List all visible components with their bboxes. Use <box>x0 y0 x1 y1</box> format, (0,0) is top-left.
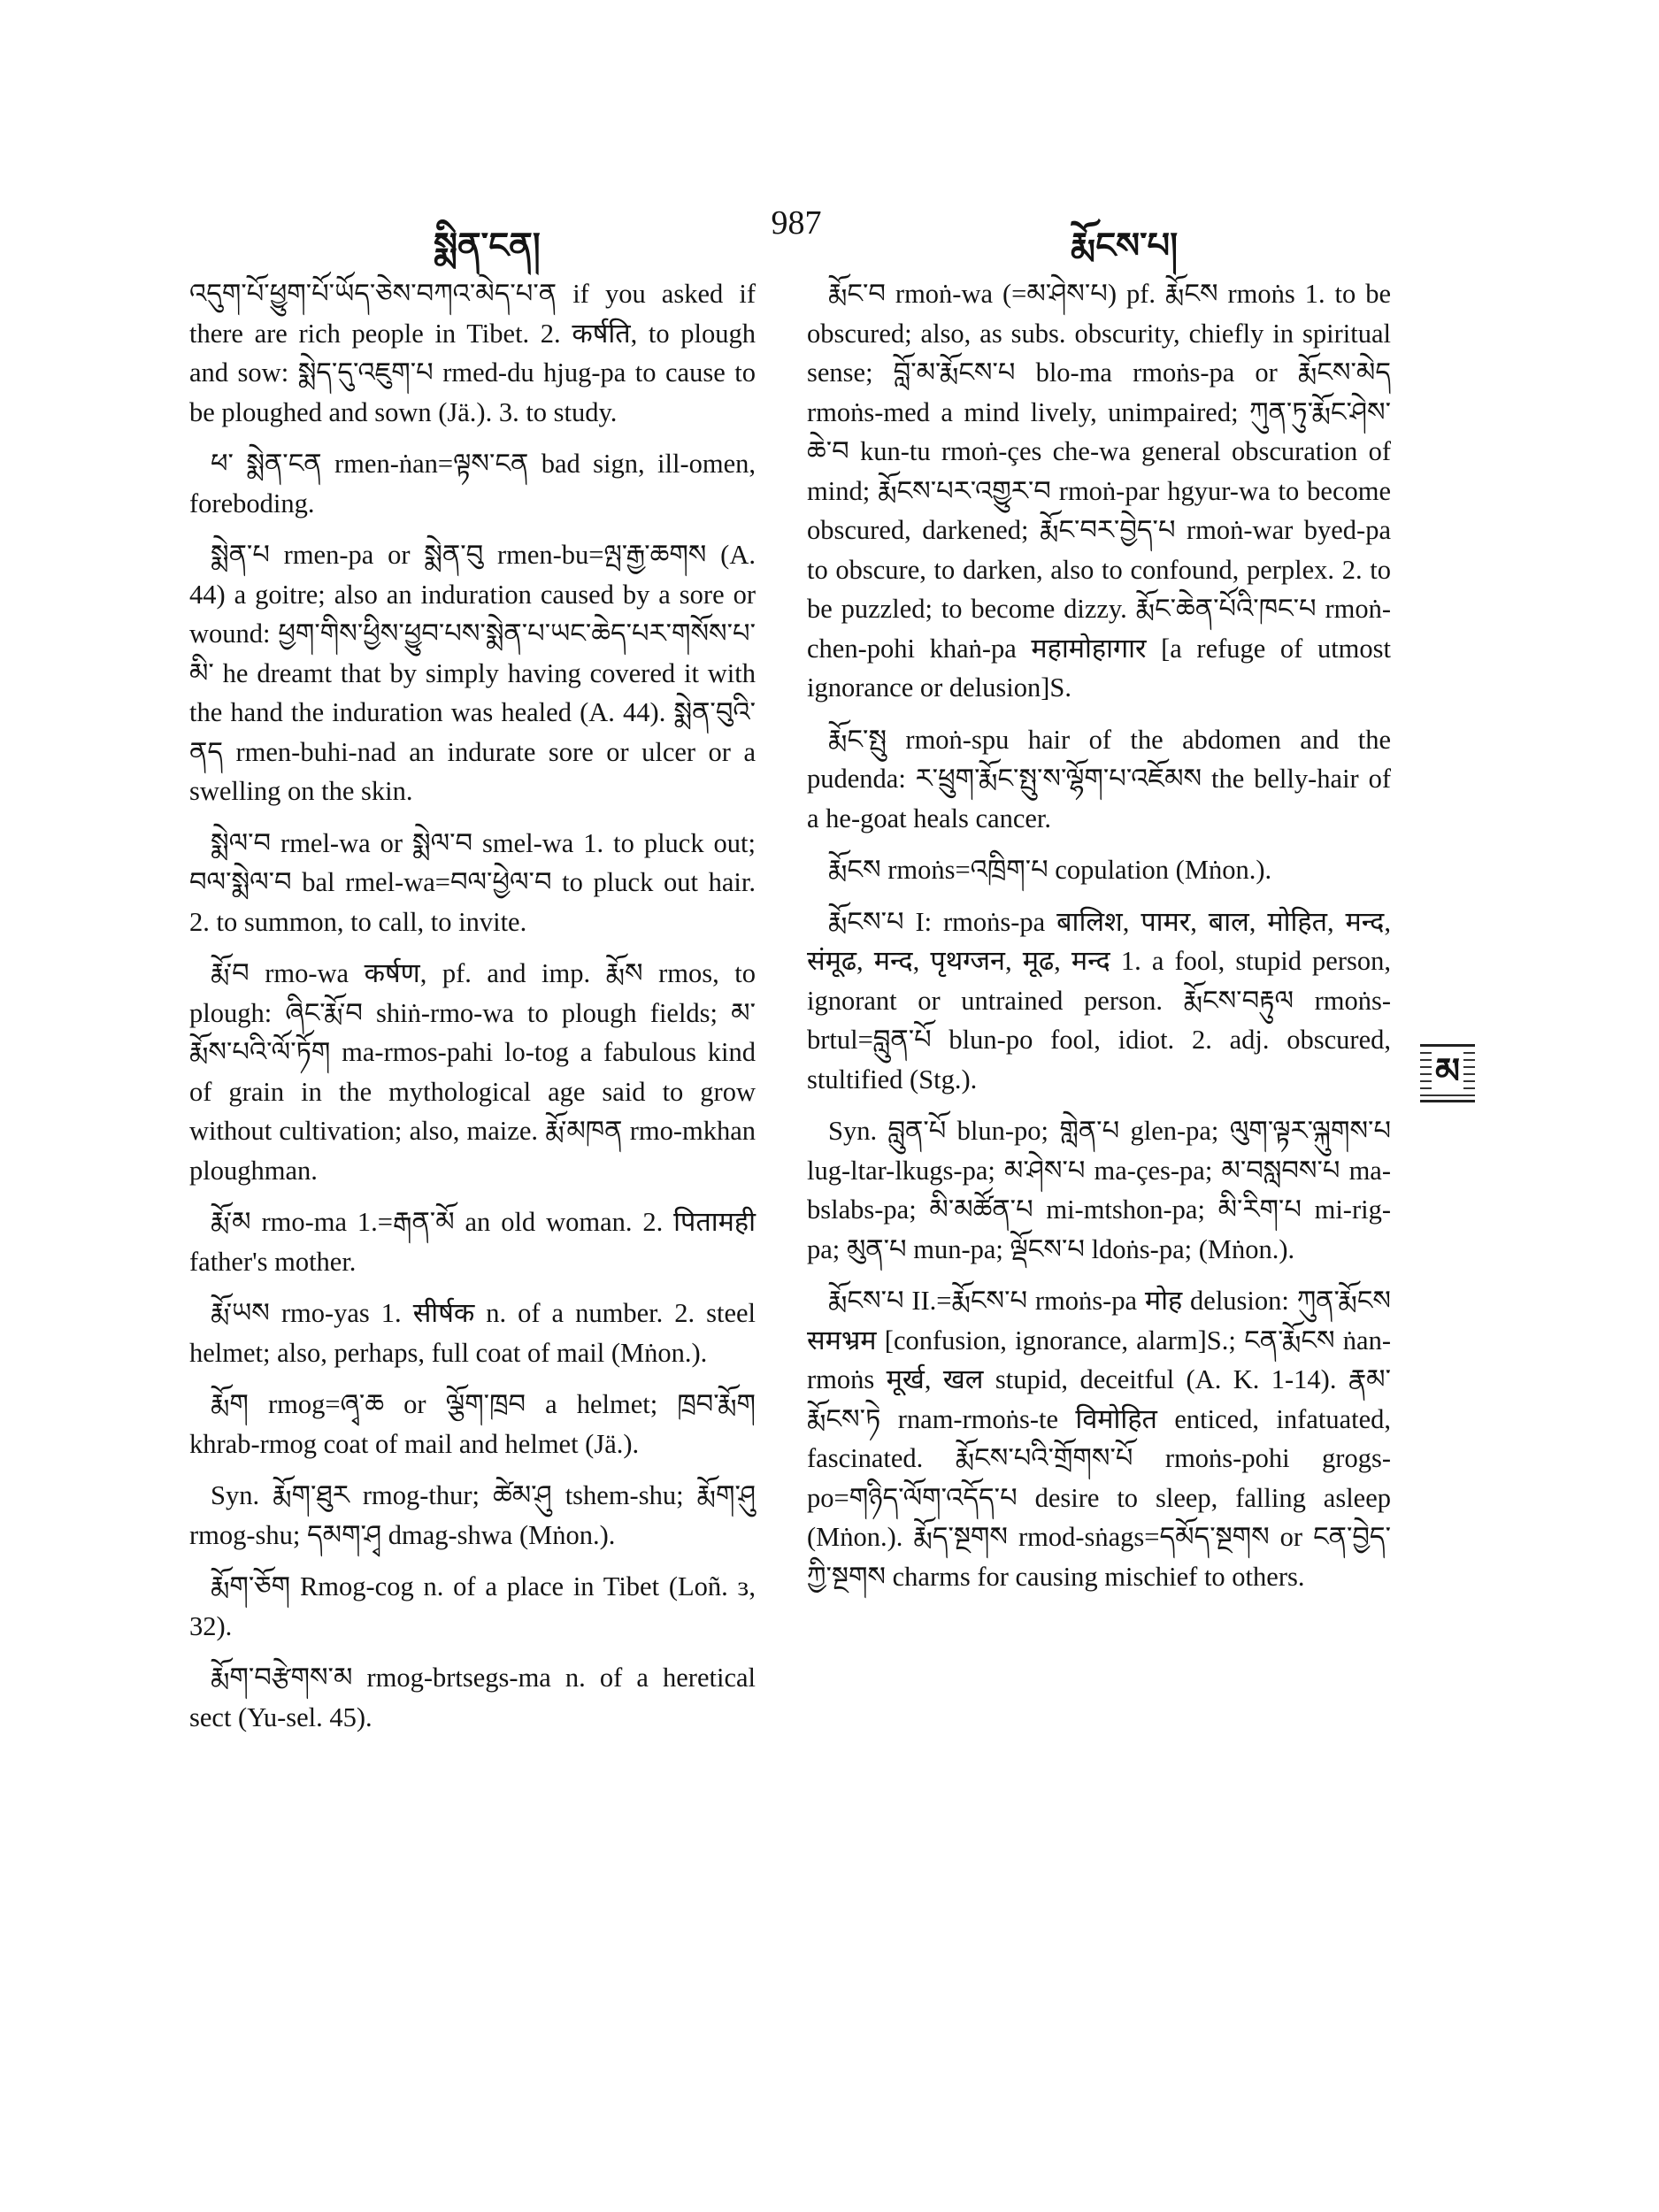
entry-rmog: རྨོག rmog=ཞྭ་ཆ or ལྕོག་ཁྲབ a helmet; ཁྲབ་རྨོག khrab-rmog coat of mail and helmet (Jä.). <box>189 1389 756 1459</box>
entry-rmen-pa: སྨེན་པ rmen-pa or སྨེན་བུ rmen-bu=ལྤ་རྒྱ་ཆགས (A. 44) a goitre; also an induration caused by a sore or wound: ཕྱག་གིས་ཕྱིས་ཕྱུབ་པས་སྨེན་པ་ཡང་ཆེད་པར་གསོས་པ་མི་ he dreamt that by simply having covered it with the hand the induration was healed (A. 44). སྨེན་བུའི་ནད rmen-buhi-nad an indurate sore or ulcer or a swelling on the skin. <box>189 540 756 806</box>
entry-rmons: རྨོངས rmoṅs=འཁྲིག་པ copulation (Mṅon.). <box>828 855 1272 885</box>
guide-word-left: སྨིན་ངན། <box>434 226 541 265</box>
right-column <box>807 274 1391 1609</box>
entry-rmen-nan: ཕ་ སྨེན་ངན rmen-ṅan=ལྟས་ངན bad sign, ill-omen, foreboding. <box>189 449 756 518</box>
entry-rmons-pa-2: རྨོངས་པ II.=རྨོངས་པ rmoṅs-pa मोह delusion: ཀུན་རྨོངས समभ्रम [confusion, ignorance, alarm]S.; ངན་རྨོངས ṅan-rmoṅs मूर्ख, खल stupid, deceitful (A. K. 1-14). རྣམ་རྨོངས་ཏེ rnam-rmoṅs-te विमोहित enticed, infatuated, fascinated. རྨོངས་པའི་གྲོགས་པོ rmoṅs-pohi grogs-po=གཉིད་ལོག་འདོད་པ desire to sleep, falling asleep (Mṅon.). རྨོད་སྔགས rmod-sṅags=དམོད་སྔགས or ངན་བྱེད་ཀྱི་སྔགས charms for causing mischief to others. <box>807 1286 1391 1592</box>
entry-rmog-cog: རྨོག་ཅོག Rmog-cog n. of a place in Tibet (Loñ. ɜ, 32). <box>189 1571 756 1641</box>
entry-rmons-pa-1: རྨོངས་པ I: rmoṅs-pa बालिश, पामर, बाल, मोहित, मन्द, संमूढ, मन्द, पृथग्जन, मूढ, मन्द 1. a fool, stupid person, ignorant or untrained person. རྨོངས་བརྟུལ rmoṅs-brtul=བླུན་པོ blun-po fool, idiot. 2. adj. obscured, stultified (Stg.). <box>807 906 1391 1094</box>
entry-rmog-synonyms: Syn. རྨོག་ཐུར rmog-thur; ཚེམ་ཤུ tshem-shu; རྨོག་ཤུ rmog-shu; དམག་ཤྭ dmag-shwa (Mṅon.). <box>189 1480 756 1550</box>
entry-rmog-brtsegs-ma: རྨོག་བརྩེགས་མ rmog-brtsegs-ma n. of a heretical sect (Yu-sel. 45). <box>189 1663 756 1732</box>
left-column <box>189 274 756 1749</box>
entry-rmel-wa: སྨེལ་བ rmel-wa or སྨེལ་བ smel-wa 1. to pluck out; བལ་སྨེལ་བ bal rmel-wa=བལ་ཕྱེལ་བ to pluck out hair. 2. to summon, to call, to invite. <box>189 827 756 937</box>
section-thumb-tab <box>1420 1044 1475 1102</box>
guide-word-right: རྨོངས་པ། <box>1071 226 1179 265</box>
page-number: 987 <box>771 204 822 242</box>
entry-rmo-ma: རྨོ་མ rmo-ma 1.=རྒན་མོ an old woman. 2. पितामही father's mother. <box>189 1207 756 1277</box>
entry-rmon-spu: རྨོང་སྤུ rmoṅ-spu hair of the abdomen and the pudenda: ར་ཕྲུག་རྨོང་སྤུ་ས་ལྷོག་པ་འཇོམས the belly-hair of a he-goat heals cancer. <box>807 724 1391 833</box>
entry-rmo-yas: རྨོ་ཡས rmo-yas 1. सीर्षक n. of a number. 2. steel helmet; also, perhaps, full coat of mail (Mṅon.). <box>189 1298 756 1368</box>
entry-rmon-wa: རྨོང་བ rmoṅ-wa (=མ་ཤེས་པ) pf. རྨོངས rmoṅs 1. to be obscured; also, as subs. obscurity, chiefly in spiritual sense; བློ་མ་རྨོངས་པ blo-ma rmoṅs-pa or རྨོངས་མེད rmoṅs-med a mind lively, unimpaired; ཀུན་ཏུ་རྨོང་ཤེས་ཆེ་བ kun-tu rmoṅ-çes che-wa general obscuration of mind; རྨོངས་པར་འགྱུར་བ rmoṅ-par hgyur-wa to become obscured, darkened; རྨོང་བར་བྱེད་པ rmoṅ-war byed-pa to obscure, to darken, also to confound, perplex. 2. to be puzzled; to become dizzy. རྨོང་ཆེན་པོའི་ཁང་པ rmoṅ-chen-pohi khaṅ-pa महामोहागार [a refuge of utmost ignorance or delusion]S. <box>807 279 1391 703</box>
section-letter: མ <box>1432 1051 1463 1091</box>
entry-rmons-pa-synonyms: Syn. བླུན་པོ blun-po; གླེན་པ glen-pa; ལུག་ལྟར་ལྐུགས་པ lug-ltar-lkugs-pa; མ་ཤེས་པ ma-çes-pa; མ་བསླབས་པ ma-bslabs-pa; མི་མཚོན་པ mi-mtshon-pa; མི་རིག་པ mi-rig-pa; མུན་པ mun-pa; ལྡོངས་པ ldoṅs-pa; (Mṅon.). <box>807 1116 1391 1264</box>
page-header <box>186 196 1407 267</box>
entry-rmo-wa: རྨོ་བ rmo-wa कर्षण, pf. and imp. རྨོས rmos, to plough: ཞིང་རྨོ་བ shiṅ-rmo-wa to plough fields; མ་རྨོས་པའི་ལོ་ཏོག ma-rmos-pahi lo-tog a fabulous kind of grain in the mythological age said to grow without cultivation; also, maize. རྨོ་མཁན rmo-mkhan ploughman. <box>189 958 756 1186</box>
entry-continuation: འདུག་པོ་ཕྱུག་པོ་ཡོད་ཅེས་བཀའ་མེད་པ་ན if you asked if there are rich people in Tibet. 2. कर्षति, to plough and sow: སྨེད་དུ་འཇུག་པ rmed-du hjug-pa to cause to be ploughed and sown (Jä.). 3. to study. <box>189 279 756 427</box>
